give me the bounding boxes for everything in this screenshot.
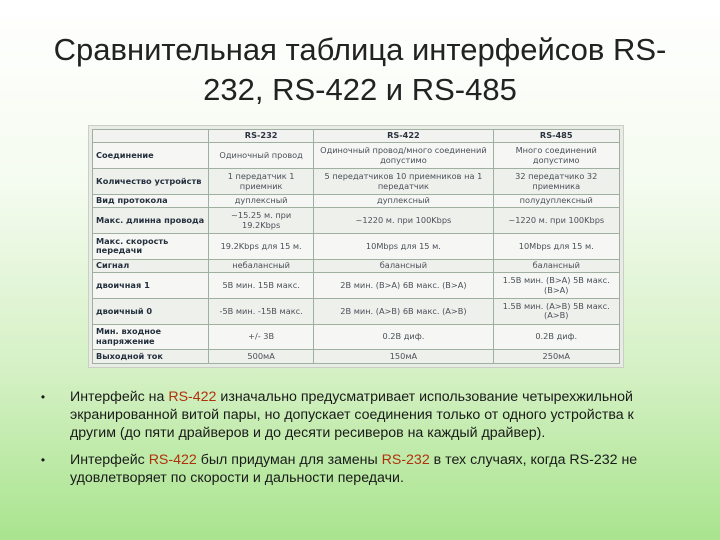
bullet-text: [70, 389, 634, 441]
table-row: [93, 350, 620, 364]
text-run: в тех случаях, когда RS-232 не удовлетворяет по скорости и дальности передачи.: [70, 451, 638, 486]
row-label: двоичная 1: [93, 273, 209, 299]
table-header-cell: RS-232: [208, 130, 313, 143]
table-cell: 150мА: [314, 350, 493, 364]
text-run: Интерфейс на: [70, 389, 169, 405]
table-cell: дуплексный: [314, 194, 493, 207]
table-cell: 2В мин. (В>А) 6В макс. (В>А): [314, 273, 493, 299]
highlighted-term: RS-422: [168, 389, 217, 405]
table-cell: 1.5В мин. (В>А) 5В макс. (В>А): [493, 273, 620, 299]
row-label: Вид протокола: [93, 194, 209, 207]
row-label: Макс. скорость передачи: [93, 234, 209, 260]
table-cell: 1 передатчик 1 приемник: [208, 169, 313, 195]
table-cell: 0.2В диф.: [314, 324, 493, 350]
table-cell: 10Mbps для 15 м.: [314, 234, 493, 260]
table-header-row: [93, 130, 620, 143]
table-header-cell: RS-485: [493, 130, 620, 143]
highlighted-term: RS-422: [148, 451, 197, 468]
table-cell: балансный: [314, 259, 493, 272]
comparison-table-image: [88, 125, 624, 368]
row-label: Сигнал: [93, 259, 209, 272]
table-row: [93, 169, 620, 195]
table-cell: Одиночный провод/много соединений допустимо: [314, 143, 493, 169]
row-label: Соединение: [93, 143, 209, 169]
table-cell: ~1220 м. при 100Kbps: [314, 208, 493, 234]
table-cell: +/- 3В: [208, 324, 313, 350]
table-cell: 1.5В мин. (А>В) 5В макс. (А>В): [493, 298, 620, 324]
comparison-table: [92, 129, 620, 364]
bullet-item: [36, 451, 676, 487]
table-row: [93, 273, 620, 299]
table-row: [93, 143, 620, 169]
table-row: [93, 234, 620, 260]
text-run: Интерфейс: [70, 451, 149, 468]
table-cell: Одиночный провод: [208, 143, 313, 169]
text-run: был придуман для замены: [196, 451, 382, 468]
row-label: Количество устройств: [93, 169, 209, 195]
table-header-cell: [93, 130, 209, 143]
text-run: изначально предусматривает использование четырехжильной экранированной витой пары, но допускает соединения только от одного устройства к другим (до пяти драйверов и до десяти ресиверов на каждый драйвер).: [70, 389, 634, 442]
table-cell: ~15.25 м. при 19.2Kbps: [208, 208, 313, 234]
table-cell: 32 передатчико 32 приемника: [493, 169, 620, 195]
table-cell: небалансный: [208, 259, 313, 272]
row-label: Макс. длинна провода: [93, 208, 209, 234]
bullet-dot-icon: •: [40, 390, 46, 404]
table-row: [93, 298, 620, 324]
table-row: [93, 324, 620, 350]
bullet-item: [36, 388, 676, 443]
table-cell: полудуплексный: [493, 194, 620, 207]
slide-title: Сравнительная таблица интерфейсов RS-232, RS-422 и RS-485: [53, 32, 667, 107]
table-cell: 500мА: [208, 350, 313, 364]
table-row: [93, 259, 620, 272]
table-cell: 10Mbps для 15 м.: [493, 234, 620, 260]
table-cell: 0.2В диф.: [493, 324, 620, 350]
table-cell: ~1220 м. при 100Kbps: [493, 208, 620, 234]
row-label: двоичный 0: [93, 298, 209, 324]
table-cell: Много соединений допустимо: [493, 143, 620, 169]
bullet-text: [70, 452, 637, 486]
bullet-dot-icon: •: [40, 452, 46, 467]
row-label: Выходной ток: [93, 350, 209, 364]
table-cell: балансный: [493, 259, 620, 272]
bullet-list: [36, 388, 676, 495]
highlighted-term: RS-232: [381, 451, 430, 468]
table-cell: 5В мин. 15В макс.: [208, 273, 313, 299]
table-cell: 5 передатчиков 10 приемников на 1 передатчик: [314, 169, 493, 195]
table-cell: 19.2Kbps для 15 м.: [208, 234, 313, 260]
table-row: [93, 194, 620, 207]
table-header-cell: RS-422: [314, 130, 493, 143]
row-label: Мин. входное напряжение: [93, 324, 209, 350]
table-cell: дуплексный: [208, 194, 313, 207]
table-row: [93, 208, 620, 234]
table-cell: 250мА: [493, 350, 620, 364]
table-cell: 2В мин. (А>В) 6В макс. (А>В): [314, 298, 493, 324]
table-cell: -5В мин. -15В макс.: [208, 298, 313, 324]
